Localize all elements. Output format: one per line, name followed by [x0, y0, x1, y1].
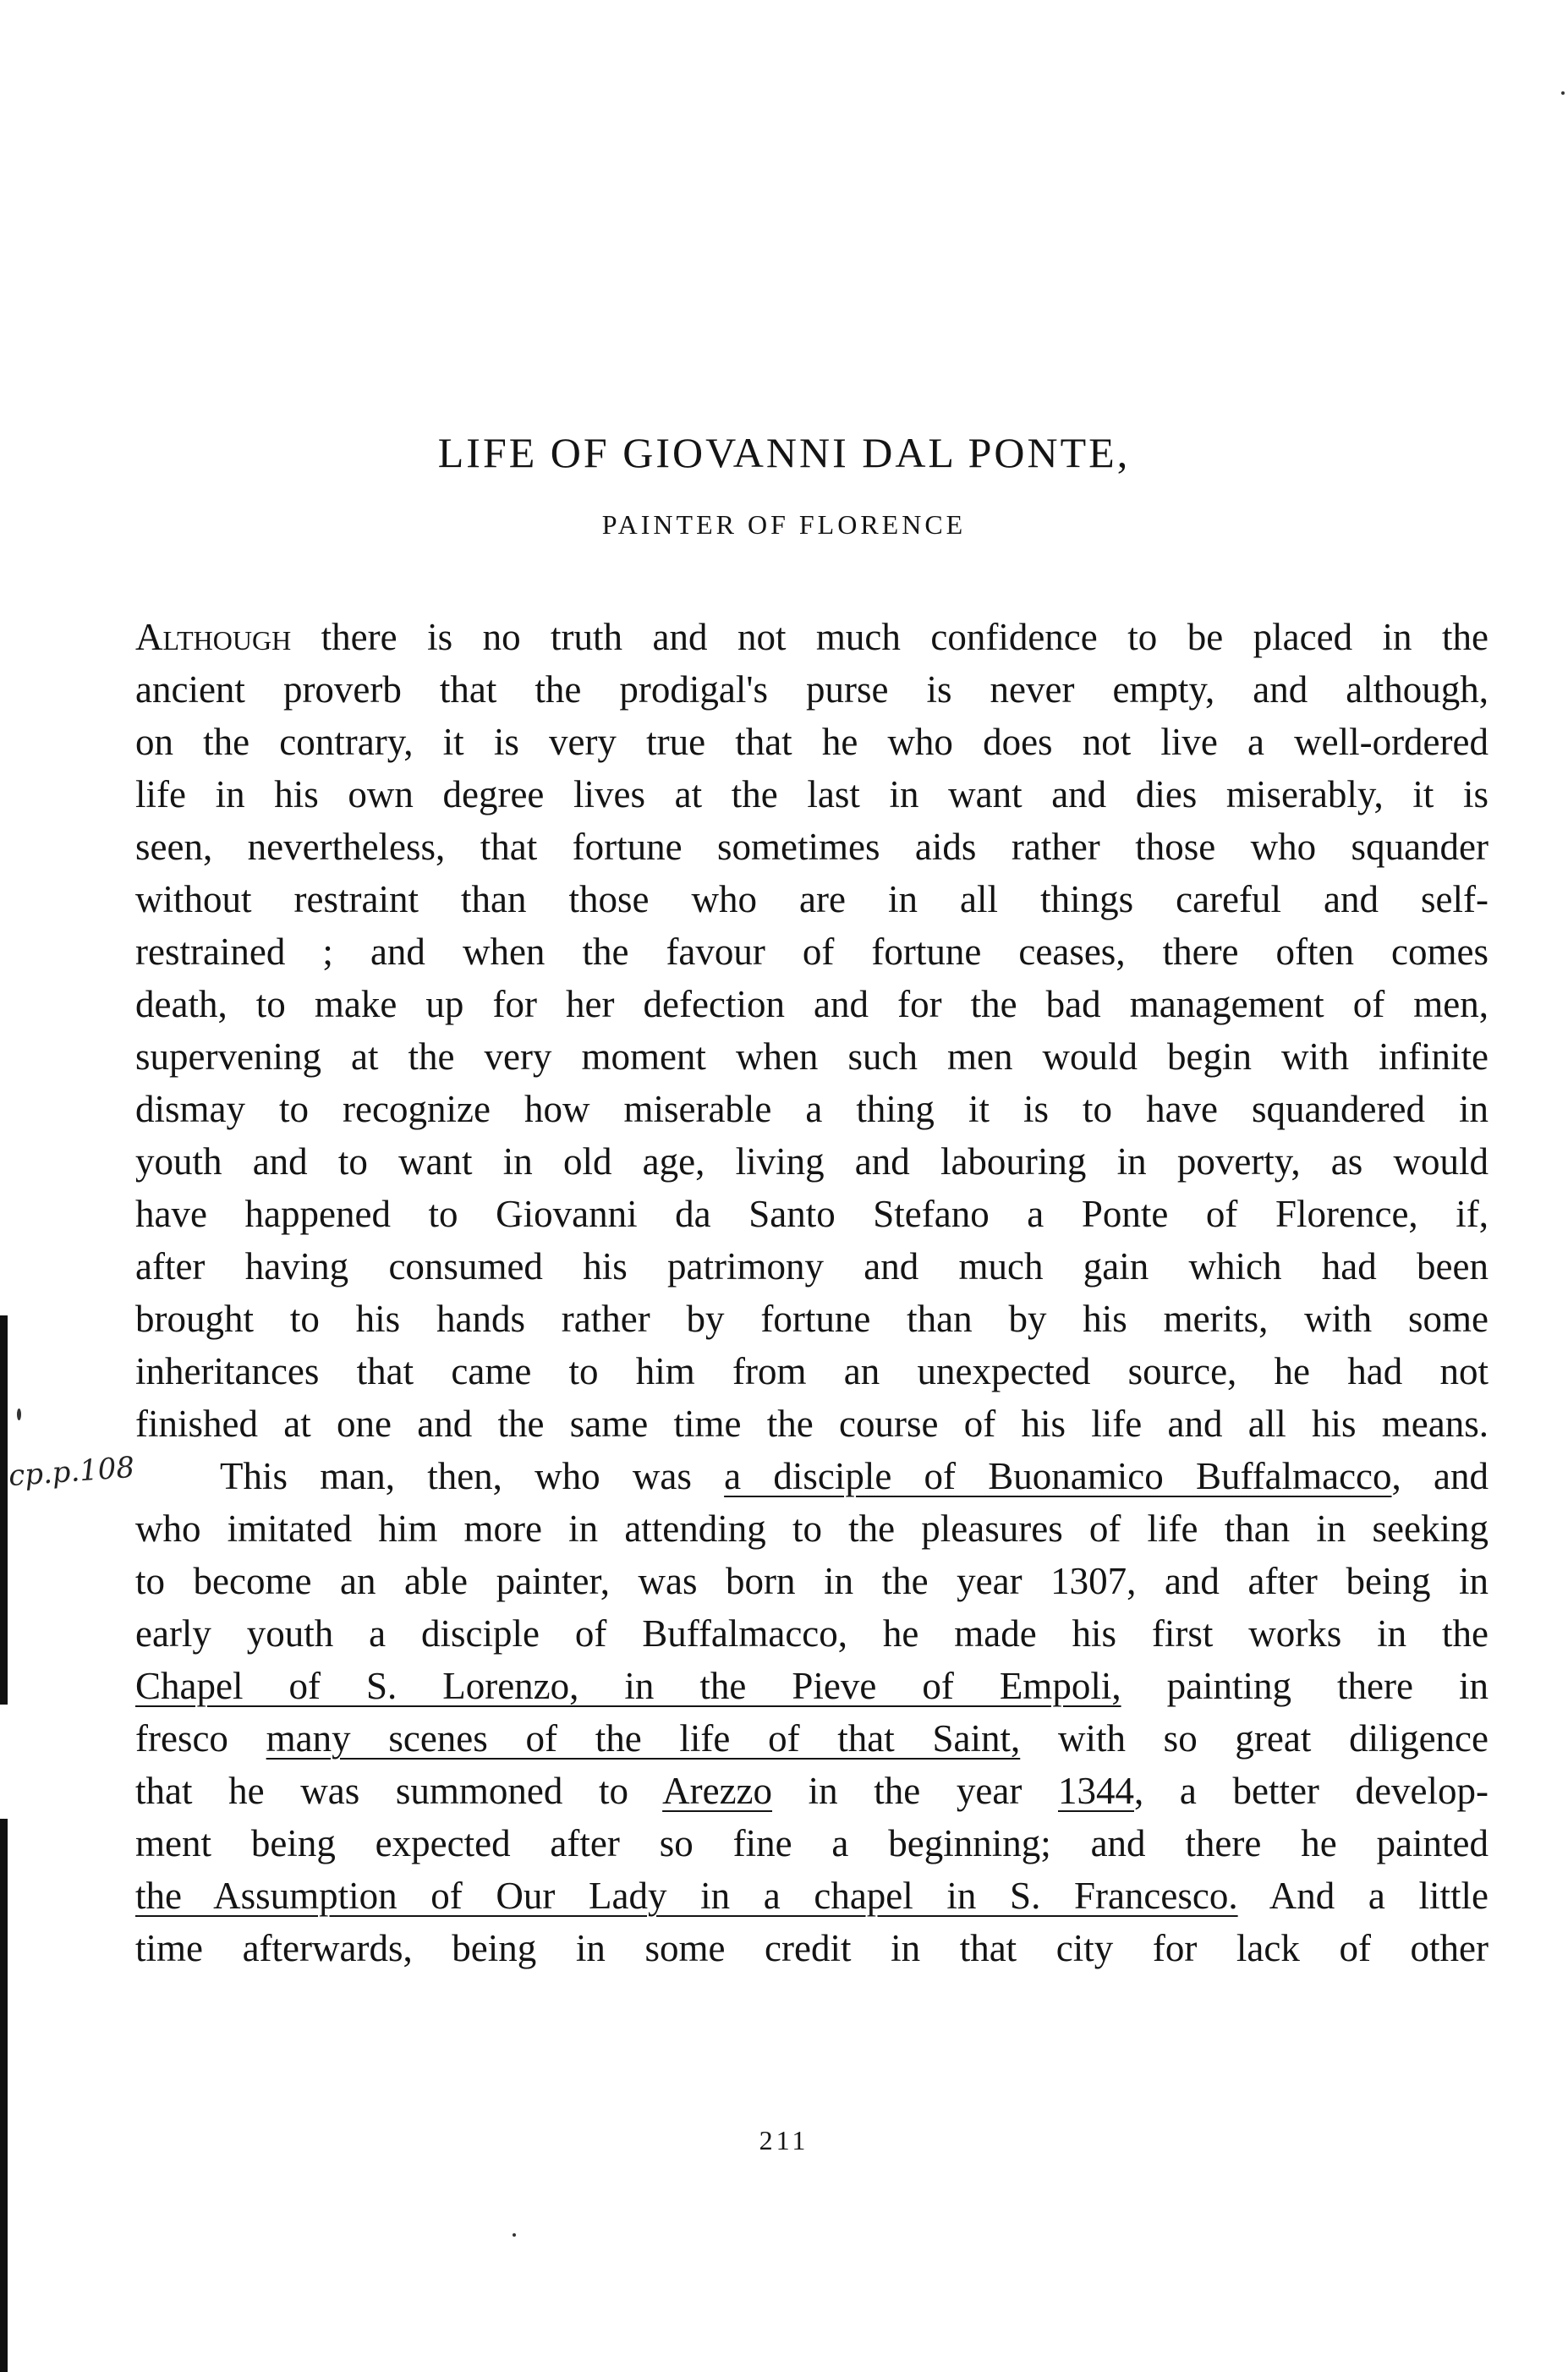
- text-line: on the contrary, it is very true that he who does not live a well-ordered: [135, 721, 1489, 763]
- text-line: [135, 1765, 1489, 1817]
- drop-word: Although: [135, 616, 292, 658]
- text-line: seen, nevertheless, that fortune sometimes aids rather those who squander: [135, 826, 1489, 868]
- underlined-phrase: 1344: [1057, 1770, 1134, 1812]
- text-span: with so great diligence: [1020, 1717, 1489, 1760]
- scan-speck: [17, 1408, 21, 1420]
- text-span: in the year: [772, 1770, 1058, 1812]
- chapter-subtitle: PAINTER OF FLORENCE: [601, 509, 967, 540]
- text-line: time afterwards, being in some credit in that city for lack of other: [135, 1927, 1489, 1969]
- chapter-title: LIFE OF GIOVANNI DAL PONTE,: [437, 429, 1131, 476]
- underlined-phrase: a disciple of Buonamico Buffalmacco: [724, 1455, 1392, 1497]
- text-line: inheritances that came to him from an unexpected source, he had not: [135, 1350, 1489, 1392]
- scan-speck: [513, 2233, 516, 2237]
- text-span: painting there in: [1121, 1665, 1489, 1707]
- underlined-phrase: the Assumption of Our Lady in a chapel in S. Francesco.: [135, 1875, 1238, 1917]
- text-line: death, to make up for her defection and for the bad management of men,: [135, 983, 1489, 1025]
- text-span: fresco: [135, 1717, 266, 1760]
- text-line: [135, 1450, 1489, 1502]
- text-span: This man, then, who was: [220, 1455, 725, 1497]
- text-line: youth and to want in old age, living and labouring in poverty, as would: [135, 1140, 1489, 1183]
- page-number: 211: [759, 2125, 809, 2155]
- text-span: And a little: [1237, 1875, 1489, 1917]
- text-line: life in his own degree lives at the last in want and dies miserably, it is: [135, 773, 1489, 815]
- text-line: after having consumed his patrimony and much gain which had been: [135, 1245, 1489, 1288]
- text-line: brought to his hands rather by fortune than by his merits, with some: [135, 1298, 1489, 1340]
- scan-edge-mark: [0, 1315, 8, 1705]
- body-text: [135, 611, 1489, 1974]
- text-line: [135, 611, 1489, 663]
- underlined-phrase: Arezzo: [662, 1770, 773, 1812]
- text-line: early youth a disciple of Buffalmacco, he made his first works in the: [135, 1612, 1489, 1655]
- text-line: [135, 1660, 1489, 1712]
- text-span: that he was summoned to: [135, 1770, 663, 1812]
- text-line: ment being expected after so fine a beginning; and there he painted: [135, 1822, 1489, 1864]
- text-span: , a better develop-: [1133, 1770, 1489, 1812]
- text-line: dismay to recognize how miserable a thing it is to have squandered in: [135, 1088, 1489, 1130]
- text-line: [135, 1870, 1489, 1922]
- text-line: have happened to Giovanni da Santo Stefano a Ponte of Florence, if,: [135, 1193, 1489, 1235]
- text-line: who imitated him more in attending to the pleasures of life than in seeking: [135, 1507, 1489, 1550]
- text-line: supervening at the very moment when such men would begin with infinite: [135, 1035, 1489, 1078]
- scan-speck: [1561, 91, 1565, 95]
- text-span: there is no truth and not much confidence to be placed in the: [291, 616, 1489, 658]
- text-line: finished at one and the same time the course of his life and all his means.: [135, 1403, 1489, 1445]
- handwritten-margin-note: cp.p.108: [7, 1450, 136, 1494]
- underlined-phrase: many scenes of the life of that Saint,: [266, 1717, 1021, 1760]
- text-line: to become an able painter, was born in the year 1307, and after being in: [135, 1560, 1489, 1602]
- text-line: without restraint than those who are in all things careful and self-: [135, 878, 1489, 920]
- text-span: , and: [1391, 1455, 1489, 1497]
- underlined-phrase: Chapel of S. Lorenzo, in the Pieve of Empoli,: [135, 1665, 1121, 1707]
- text-line: restrained ; and when the favour of fortune ceases, there often comes: [135, 931, 1489, 973]
- text-line: [135, 1712, 1489, 1765]
- scan-edge-mark: [0, 1819, 8, 2372]
- text-line: ancient proverb that the prodigal's purse is never empty, and although,: [135, 668, 1489, 711]
